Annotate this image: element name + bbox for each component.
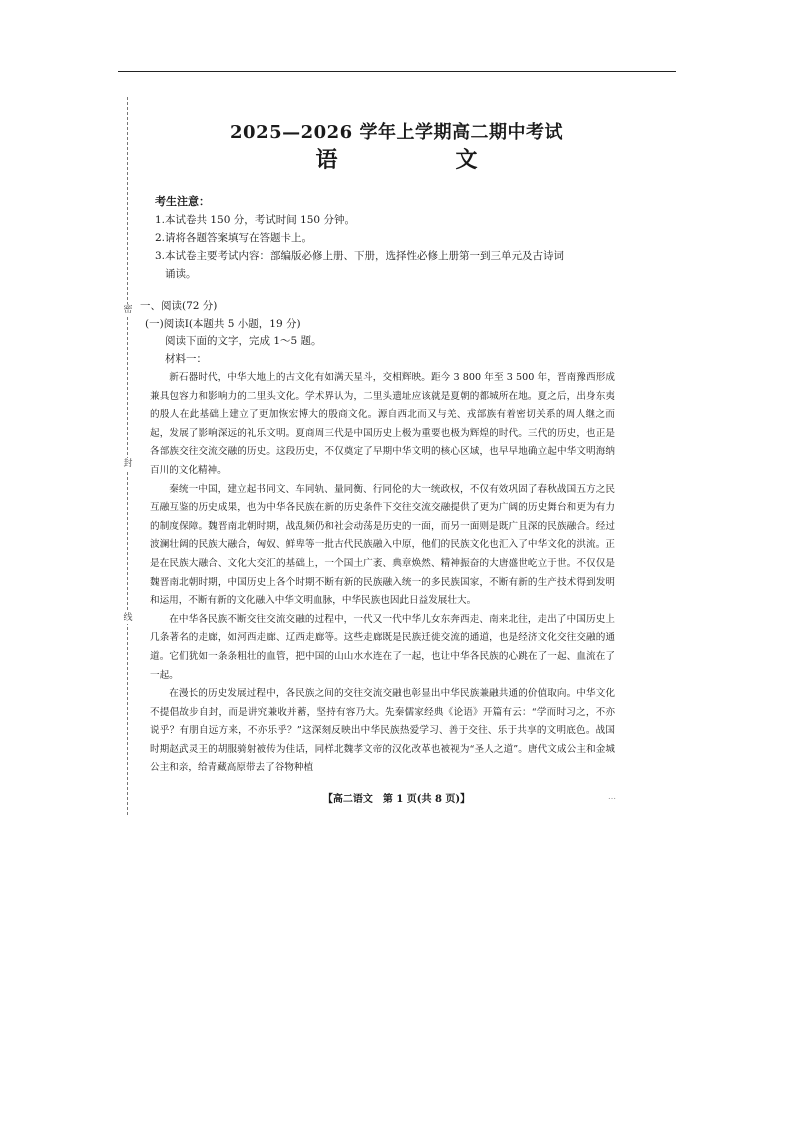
notice-item: 1.本试卷共 150 分，考试时间 150 分钟。 [155,214,355,226]
exam-subject: 语 文 [315,147,526,173]
corner-mark: … [608,792,616,801]
binding-mark-seal: 密 [123,305,133,315]
binding-mark-close: 封 [123,459,133,469]
material-label: 材料一： [165,353,207,365]
passage-paragraph: 在漫长的历史发展过程中，各民族之间的交往交流交融也彰显出中华民族兼融共通的价值取向。中华文化不提倡故步自封，而是讲究兼收并蓄，坚持有容乃大。先秦儒家经典《论语》开篇有云：“学而时习之，不亦说乎？有朋自远方来，不亦乐乎？”这深刻反映出中华民族热爱学习、善于交往、乐于共享的文明底色。战国时期赵武灵王的胡服骑射被传为佳话，同样北魏孝文帝的汉化改革也被视为“圣人之道”。唐代文成公主和金城公主和亲，给青藏高原带去了谷物种植 [150,688,615,774]
candidate-notice [155,193,615,283]
binding-mark-line: 线 [123,613,133,623]
notice-item: 诵读。 [165,268,197,280]
section-title: 一、阅读(72 分) [140,300,218,312]
passage-paragraph: 秦统一中国，建立起书同文、车同轨、量同衡、行同伦的大一统政权，不仅有效巩固了春秋战国五方之民互融互鉴的历史成果，也为中华各民族在新的历史条件下交往交流交融提供了更为广阔的历史舞台和更为有力的制度保障。魏晋南北朝时期，战乱频仍和社会动荡是历史的一面，而另一面则是既广且深的民族融合。经过波澜壮阔的民族大融合，匈奴、鲜卑等一批古代民族融入中原，他们的民族文化也汇入了中华文化的洪流。正是在民族大融合、文化大交汇的基础上，一个国土广袤、典章焕然、精神振奋的大唐盛世屹立于世。不仅仅是魏晋南北朝时期，中国历史上各个时期不断有新的民族融入统一的多民族国家，不断有新的生产技术得到发明和运用，不断有新的文化融入中华文明血脉，中华民族也因此日益发展壮大。 [150,483,615,607]
notice-heading: 考生注意： [155,195,210,208]
notice-item: 3.本试卷主要考试内容：部编版必修上册、下册，选择性必修上册第一到三单元及古诗词 [155,250,565,262]
page-footer: 【高二语文 第 1 页(共 8 页)】 [322,794,471,805]
passage-paragraph: 新石器时代，中华大地上的古文化有如满天星斗，交相辉映。距今 3 800 年至 3 500 年，晋南豫西形成兼具包容力和影响力的二里头文化。学术界认为，二里头遗址应该就是夏朝的都城所在地。夏之后，出身东夷的殷人在此基础上建立了更加恢宏博大的殷商文化。源自西北而又与羌、戎部族有着密切关系的周人继之而起，发展了影响深远的礼乐文明。夏商周三代是中国历史上极为重要也极为辉煌的时代。三代的历史，也正是各部族交往交流交融的历史。这段历史，不仅奠定了早期中华文明的核心区域，也早早地确立起中华文明海纳百川的文化精神。 [150,372,615,476]
part-title: (一)阅读Ⅰ(本题共 5 小题，19 分) [145,318,301,330]
passage-paragraph: 在中华各民族不断交往交流交融的过程中，一代又一代中华儿女东奔西走、南来北往，走出了中国历史上几条著名的走廊，如河西走廊、辽西走廊等。这些走廊既是民族迁徙交流的通道，也是经济文化交往交融的通道。它们犹如一条条粗壮的血管，把中国的山山水水连在了一起，也让中华各民族的心跳在了一起、血流在了一起。 [150,613,615,681]
notice-item: 2.请将各题答案填写在答题卡上。 [155,232,313,244]
passage [150,369,615,778]
binding-line [127,97,128,815]
top-rule [118,71,676,72]
exam-title: 2025—2026 学年上学期高二期中考试 [230,122,563,143]
reading-instruction: 阅读下面的文字，完成 1～5 题。 [165,335,322,347]
